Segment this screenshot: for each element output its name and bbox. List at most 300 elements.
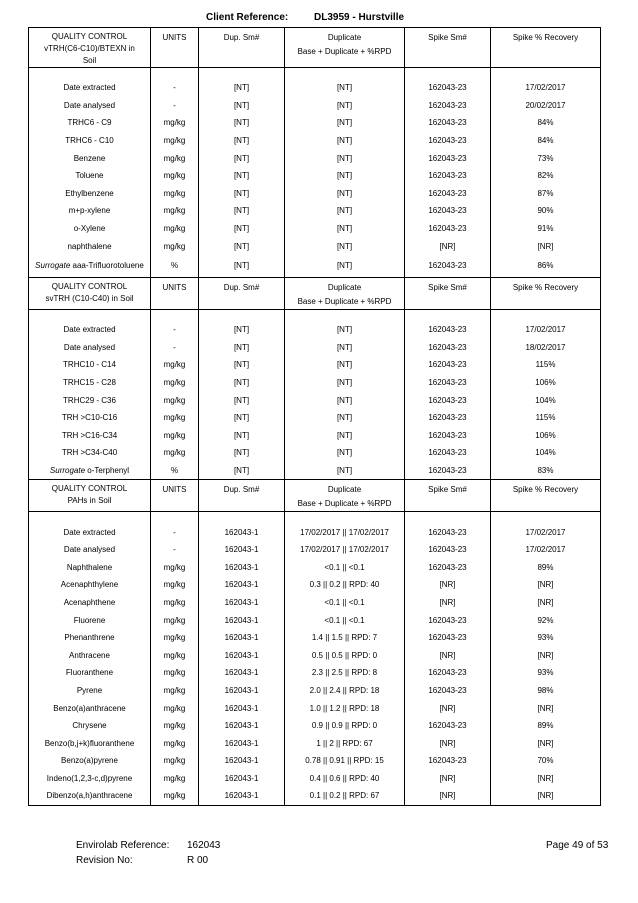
dup-sample-value: [NT] — [199, 462, 285, 480]
spike-recovery-value: 89% — [491, 717, 601, 735]
dup-sample-value: 162043-1 — [199, 699, 285, 717]
duplicate-header — [285, 277, 405, 309]
table-row — [29, 321, 601, 339]
units-value: % — [151, 255, 199, 278]
dup-sample-value: [NT] — [199, 132, 285, 150]
spike-recovery-value: [NR] — [491, 734, 601, 752]
analyte-label: aaa-Trifluorotoluene — [72, 260, 144, 270]
gap-cell — [151, 512, 199, 524]
gap-cell — [199, 68, 285, 80]
dup-sample-value: [NT] — [199, 374, 285, 392]
analyte-label: Date extracted — [63, 527, 116, 537]
analyte-name — [29, 787, 151, 805]
spike-recovery-value: 73% — [491, 149, 601, 167]
duplicate-header-title: Duplicate — [327, 485, 362, 495]
section-title-line: QUALITY CONTROL — [51, 32, 128, 41]
table-row — [29, 79, 601, 97]
units-value: - — [151, 523, 199, 541]
dup-sample-value: 162043-1 — [199, 629, 285, 647]
table-row — [29, 149, 601, 167]
spike-recovery-value: 104% — [491, 391, 601, 409]
dup-sample-value: [NT] — [199, 321, 285, 339]
analyte-label: Toluene — [75, 171, 104, 181]
analyte-name — [29, 611, 151, 629]
spike-recovery-value: 18/02/2017 — [491, 339, 601, 357]
duplicate-value: [NT] — [285, 132, 405, 150]
spike-recovery-value: [NR] — [491, 699, 601, 717]
gap-cell — [151, 68, 199, 80]
analyte-label: Anthracene — [69, 650, 110, 660]
analyte-name — [29, 594, 151, 612]
surrogate-label: Surrogate — [49, 465, 86, 475]
gap-cell — [285, 512, 405, 524]
units-value: mg/kg — [151, 558, 199, 576]
duplicate-value: 0.3 || 0.2 || RPD: 40 — [285, 576, 405, 594]
gap-cell — [29, 68, 151, 80]
spike-recovery-value: [NR] — [491, 594, 601, 612]
table-row — [29, 541, 601, 559]
table-row — [29, 356, 601, 374]
analyte-name — [29, 717, 151, 735]
analyte-name — [29, 770, 151, 788]
units-value: mg/kg — [151, 699, 199, 717]
dup-sample-value: 162043-1 — [199, 594, 285, 612]
duplicate-value: <0.1 || <0.1 — [285, 611, 405, 629]
spike-recovery-value: 17/02/2017 — [491, 321, 601, 339]
analyte-name — [29, 237, 151, 255]
envirolab-reference-label: Envirolab Reference: — [76, 840, 170, 851]
duplicate-value: 2.3 || 2.5 || RPD: 8 — [285, 664, 405, 682]
duplicate-value: [NT] — [285, 79, 405, 97]
spike-sample-value: 162043-23 — [405, 255, 491, 278]
section-title-line: QUALITY CONTROL — [51, 484, 128, 494]
analyte-label: Date analysed — [63, 342, 116, 352]
gap-cell — [285, 68, 405, 80]
section-gap-row — [29, 309, 601, 321]
analyte-label: Date extracted — [63, 325, 116, 335]
dup-sample-header: Dup. Sm# — [199, 28, 285, 68]
client-reference-value: DL3959 - Hurstville — [314, 12, 405, 23]
spike-sample-value: 162043-23 — [405, 682, 491, 700]
units-value: mg/kg — [151, 717, 199, 735]
analyte-label: Pyrene — [76, 685, 103, 695]
duplicate-value: 17/02/2017 || 17/02/2017 — [285, 541, 405, 559]
analyte-name — [29, 321, 151, 339]
analyte-name — [29, 149, 151, 167]
units-header: UNITS — [151, 277, 199, 309]
spike-recovery-header: Spike % Recovery — [491, 480, 601, 512]
spike-sample-value: 162043-23 — [405, 664, 491, 682]
quality-control-table — [28, 27, 601, 806]
gap-cell — [199, 512, 285, 524]
units-value: mg/kg — [151, 734, 199, 752]
analyte-label: Date extracted — [63, 83, 116, 93]
table-row — [29, 237, 601, 255]
dup-sample-value: [NT] — [199, 356, 285, 374]
spike-sample-value: [NR] — [405, 594, 491, 612]
spike-sample-header: Spike Sm# — [405, 277, 491, 309]
units-value: mg/kg — [151, 409, 199, 427]
analyte-label: TRHC29 - C36 — [63, 395, 116, 405]
section-title — [29, 480, 151, 512]
units-value: mg/kg — [151, 114, 199, 132]
analyte-label: Chrysene — [72, 721, 107, 731]
spike-recovery-value: [NR] — [491, 237, 601, 255]
duplicate-value: 17/02/2017 || 17/02/2017 — [285, 523, 405, 541]
analyte-label: TRHC15 - C28 — [63, 378, 116, 388]
units-value: - — [151, 339, 199, 357]
table-row — [29, 734, 601, 752]
dup-sample-value: [NT] — [199, 409, 285, 427]
duplicate-value: [NT] — [285, 444, 405, 462]
spike-recovery-value: 106% — [491, 374, 601, 392]
dup-sample-value: [NT] — [199, 427, 285, 445]
gap-cell — [29, 309, 151, 321]
analyte-label: Phenanthrene — [64, 633, 115, 643]
section-header-row — [29, 277, 601, 309]
dup-sample-value: 162043-1 — [199, 787, 285, 805]
table-row — [29, 374, 601, 392]
dup-sample-value: [NT] — [199, 97, 285, 115]
dup-sample-value: [NT] — [199, 444, 285, 462]
duplicate-value: 0.4 || 0.6 || RPD: 40 — [285, 770, 405, 788]
spike-recovery-value: 104% — [491, 444, 601, 462]
spike-recovery-value: 92% — [491, 611, 601, 629]
analyte-name — [29, 255, 151, 278]
table-row — [29, 167, 601, 185]
duplicate-value: [NT] — [285, 409, 405, 427]
dup-sample-value: [NT] — [199, 237, 285, 255]
table-row — [29, 255, 601, 278]
spike-recovery-value: 83% — [491, 462, 601, 480]
duplicate-value: [NT] — [285, 462, 405, 480]
dup-sample-value: [NT] — [199, 79, 285, 97]
table-row — [29, 717, 601, 735]
spike-sample-value: 162043-23 — [405, 202, 491, 220]
analyte-name — [29, 523, 151, 541]
analyte-label: Acenaphthene — [63, 597, 116, 607]
duplicate-header-subtitle: Base + Duplicate + %RPD — [297, 296, 392, 306]
analyte-name — [29, 558, 151, 576]
spike-recovery-value: [NR] — [491, 576, 601, 594]
client-reference-header — [0, 12, 638, 26]
table-row — [29, 462, 601, 480]
spike-recovery-header: Spike % Recovery — [491, 277, 601, 309]
dup-sample-value: [NT] — [199, 220, 285, 238]
spike-sample-value: 162043-23 — [405, 321, 491, 339]
spike-sample-value: [NR] — [405, 770, 491, 788]
analyte-label: Ethylbenzene — [65, 188, 114, 198]
duplicate-value: 0.78 || 0.91 || RPD: 15 — [285, 752, 405, 770]
duplicate-header-title: Duplicate — [327, 33, 362, 42]
spike-sample-value: 162043-23 — [405, 541, 491, 559]
units-value: mg/kg — [151, 185, 199, 203]
spike-recovery-value: 93% — [491, 664, 601, 682]
units-value: mg/kg — [151, 374, 199, 392]
analyte-name — [29, 409, 151, 427]
units-value: mg/kg — [151, 664, 199, 682]
dup-sample-value: 162043-1 — [199, 682, 285, 700]
spike-recovery-value: [NR] — [491, 770, 601, 788]
spike-recovery-value: 106% — [491, 427, 601, 445]
analyte-name — [29, 374, 151, 392]
table-row — [29, 787, 601, 805]
analyte-name — [29, 629, 151, 647]
duplicate-value: [NT] — [285, 149, 405, 167]
analyte-name — [29, 699, 151, 717]
analyte-name — [29, 202, 151, 220]
gap-cell — [405, 512, 491, 524]
spike-sample-value: 162043-23 — [405, 717, 491, 735]
units-value: mg/kg — [151, 220, 199, 238]
duplicate-value: [NT] — [285, 237, 405, 255]
duplicate-value: [NT] — [285, 321, 405, 339]
duplicate-value: 1.0 || 1.2 || RPD: 18 — [285, 699, 405, 717]
units-value: mg/kg — [151, 576, 199, 594]
analyte-label: TRHC6 - C9 — [67, 118, 112, 128]
units-value: - — [151, 97, 199, 115]
gap-cell — [491, 68, 601, 80]
analyte-label: Acenaphthylene — [60, 580, 119, 590]
dup-sample-value: [NT] — [199, 185, 285, 203]
units-value: mg/kg — [151, 132, 199, 150]
surrogate-label: Surrogate — [35, 260, 71, 270]
dup-sample-value: [NT] — [199, 149, 285, 167]
dup-sample-value: 162043-1 — [199, 770, 285, 788]
duplicate-value: [NT] — [285, 202, 405, 220]
dup-sample-value: 162043-1 — [199, 734, 285, 752]
spike-sample-value: 162043-23 — [405, 79, 491, 97]
section-title-line: PAHs in Soil — [67, 496, 112, 506]
duplicate-header — [285, 480, 405, 512]
analyte-name — [29, 444, 151, 462]
analyte-label: TRHC6 - C10 — [65, 136, 114, 146]
analyte-label: TRH >C16-C34 — [61, 430, 118, 440]
spike-sample-value: 162043-23 — [405, 752, 491, 770]
section-title-line: QUALITY CONTROL — [51, 281, 128, 291]
spike-recovery-value: 90% — [491, 202, 601, 220]
units-value: % — [151, 462, 199, 480]
analyte-label: Benzene — [73, 153, 106, 163]
section-gap-row — [29, 512, 601, 524]
table-row — [29, 202, 601, 220]
duplicate-value: 1 || 2 || RPD: 67 — [285, 734, 405, 752]
duplicate-value: [NT] — [285, 114, 405, 132]
units-value: mg/kg — [151, 682, 199, 700]
units-value: mg/kg — [151, 202, 199, 220]
duplicate-value: 0.9 || 0.9 || RPD: 0 — [285, 717, 405, 735]
revision-number-value: R 00 — [187, 855, 209, 866]
analyte-name — [29, 462, 151, 480]
duplicate-value: [NT] — [285, 255, 405, 278]
section-title-line: svTRH (C10-C40) in Soil — [45, 293, 134, 303]
table-row — [29, 682, 601, 700]
analyte-label: naphthalene — [67, 241, 112, 251]
duplicate-header — [285, 28, 405, 68]
spike-sample-value: 162043-23 — [405, 185, 491, 203]
analyte-name — [29, 541, 151, 559]
units-value: mg/kg — [151, 594, 199, 612]
gap-cell — [29, 512, 151, 524]
units-value: mg/kg — [151, 752, 199, 770]
table-row — [29, 427, 601, 445]
section-gap-row — [29, 68, 601, 80]
dup-sample-value: 162043-1 — [199, 576, 285, 594]
analyte-label: TRHC10 - C14 — [63, 360, 116, 370]
gap-cell — [405, 68, 491, 80]
analyte-name — [29, 752, 151, 770]
dup-sample-value: 162043-1 — [199, 611, 285, 629]
table-row — [29, 770, 601, 788]
dup-sample-value: 162043-1 — [199, 717, 285, 735]
spike-sample-value: [NR] — [405, 699, 491, 717]
table-row — [29, 97, 601, 115]
section-title-line: vTRH(C6-C10)/BTEXN in — [44, 44, 135, 53]
dup-sample-value: 162043-1 — [199, 558, 285, 576]
page-number: Page 49 of 53 — [546, 840, 609, 851]
analyte-label: Naphthalene — [66, 562, 113, 572]
dup-sample-value: 162043-1 — [199, 541, 285, 559]
units-value: mg/kg — [151, 646, 199, 664]
duplicate-value: <0.1 || <0.1 — [285, 558, 405, 576]
spike-sample-value: 162043-23 — [405, 444, 491, 462]
analyte-name — [29, 664, 151, 682]
spike-sample-value: [NR] — [405, 734, 491, 752]
dup-sample-value: [NT] — [199, 202, 285, 220]
dup-sample-value: 162043-1 — [199, 664, 285, 682]
spike-sample-value: 162043-23 — [405, 409, 491, 427]
units-value: mg/kg — [151, 611, 199, 629]
spike-sample-value: 162043-23 — [405, 339, 491, 357]
analyte-name — [29, 220, 151, 238]
analyte-label: Dibenzo(a,h)anthracene — [46, 791, 133, 801]
revision-number-label: Revision No: — [76, 855, 133, 866]
table-row — [29, 752, 601, 770]
spike-recovery-value: 20/02/2017 — [491, 97, 601, 115]
units-value: mg/kg — [151, 770, 199, 788]
spike-sample-value: 162043-23 — [405, 523, 491, 541]
spike-recovery-value: 17/02/2017 — [491, 541, 601, 559]
spike-sample-value: 162043-23 — [405, 558, 491, 576]
dup-sample-value: 162043-1 — [199, 523, 285, 541]
gap-cell — [491, 309, 601, 321]
duplicate-value: 1.4 || 1.5 || RPD: 7 — [285, 629, 405, 647]
analyte-name — [29, 79, 151, 97]
analyte-name — [29, 132, 151, 150]
analyte-label: o-Xylene — [73, 224, 106, 234]
spike-recovery-value: 87% — [491, 185, 601, 203]
spike-sample-value: 162043-23 — [405, 611, 491, 629]
units-value: mg/kg — [151, 787, 199, 805]
spike-sample-value: [NR] — [405, 237, 491, 255]
analyte-name — [29, 185, 151, 203]
duplicate-value: 2.0 || 2.4 || RPD: 18 — [285, 682, 405, 700]
analyte-name — [29, 339, 151, 357]
spike-recovery-value: 84% — [491, 132, 601, 150]
dup-sample-value: 162043-1 — [199, 752, 285, 770]
spike-sample-value: 162043-23 — [405, 629, 491, 647]
spike-recovery-value: 93% — [491, 629, 601, 647]
table-row — [29, 664, 601, 682]
section-header-row — [29, 28, 601, 68]
section-title — [29, 28, 151, 68]
table-row — [29, 646, 601, 664]
spike-recovery-value: 86% — [491, 255, 601, 278]
table-row — [29, 114, 601, 132]
analyte-label: Fluoranthene — [65, 668, 114, 678]
section-title-line: Soil — [82, 56, 97, 65]
units-header: UNITS — [151, 480, 199, 512]
spike-recovery-value: 115% — [491, 409, 601, 427]
analyte-label: o-Terphenyl — [87, 465, 130, 475]
analyte-label: Benzo(a)pyrene — [61, 756, 118, 766]
units-value: - — [151, 541, 199, 559]
table-row — [29, 185, 601, 203]
table-row — [29, 594, 601, 612]
analyte-label: TRH >C10-C16 — [61, 413, 118, 423]
duplicate-value: [NT] — [285, 97, 405, 115]
duplicate-header-title: Duplicate — [327, 282, 362, 292]
spike-sample-value: [NR] — [405, 576, 491, 594]
units-value: - — [151, 321, 199, 339]
spike-sample-value: 162043-23 — [405, 220, 491, 238]
units-header: UNITS — [151, 28, 199, 68]
table-row — [29, 611, 601, 629]
duplicate-value: <0.1 || <0.1 — [285, 594, 405, 612]
table-row — [29, 132, 601, 150]
spike-recovery-value: 17/02/2017 — [491, 523, 601, 541]
table-row — [29, 576, 601, 594]
analyte-label: Benzo(a)anthracene — [53, 703, 126, 713]
spike-sample-value: 162043-23 — [405, 167, 491, 185]
spike-sample-value: 162043-23 — [405, 149, 491, 167]
dup-sample-value: [NT] — [199, 255, 285, 278]
dup-sample-header: Dup. Sm# — [199, 480, 285, 512]
units-value: mg/kg — [151, 167, 199, 185]
duplicate-value: [NT] — [285, 167, 405, 185]
units-value: mg/kg — [151, 629, 199, 647]
section-title — [29, 277, 151, 309]
spike-sample-value: 162043-23 — [405, 374, 491, 392]
gap-cell — [199, 309, 285, 321]
spike-sample-value: 162043-23 — [405, 427, 491, 445]
spike-recovery-value: 17/02/2017 — [491, 79, 601, 97]
spike-recovery-value: 82% — [491, 167, 601, 185]
table-row — [29, 558, 601, 576]
spike-sample-value: 162043-23 — [405, 114, 491, 132]
analyte-label: Date analysed — [63, 100, 116, 110]
table-row — [29, 523, 601, 541]
gap-cell — [491, 512, 601, 524]
units-value: mg/kg — [151, 391, 199, 409]
spike-recovery-value: 84% — [491, 114, 601, 132]
spike-recovery-header: Spike % Recovery — [491, 28, 601, 68]
dup-sample-value: [NT] — [199, 339, 285, 357]
duplicate-value: [NT] — [285, 220, 405, 238]
duplicate-value: 0.1 || 0.2 || RPD: 67 — [285, 787, 405, 805]
spike-recovery-value: [NR] — [491, 646, 601, 664]
gap-cell — [405, 309, 491, 321]
duplicate-value: [NT] — [285, 185, 405, 203]
duplicate-value: [NT] — [285, 374, 405, 392]
analyte-name — [29, 646, 151, 664]
gap-cell — [285, 309, 405, 321]
analyte-name — [29, 391, 151, 409]
table-row — [29, 444, 601, 462]
analyte-name — [29, 576, 151, 594]
units-value: mg/kg — [151, 149, 199, 167]
dup-sample-value: [NT] — [199, 114, 285, 132]
